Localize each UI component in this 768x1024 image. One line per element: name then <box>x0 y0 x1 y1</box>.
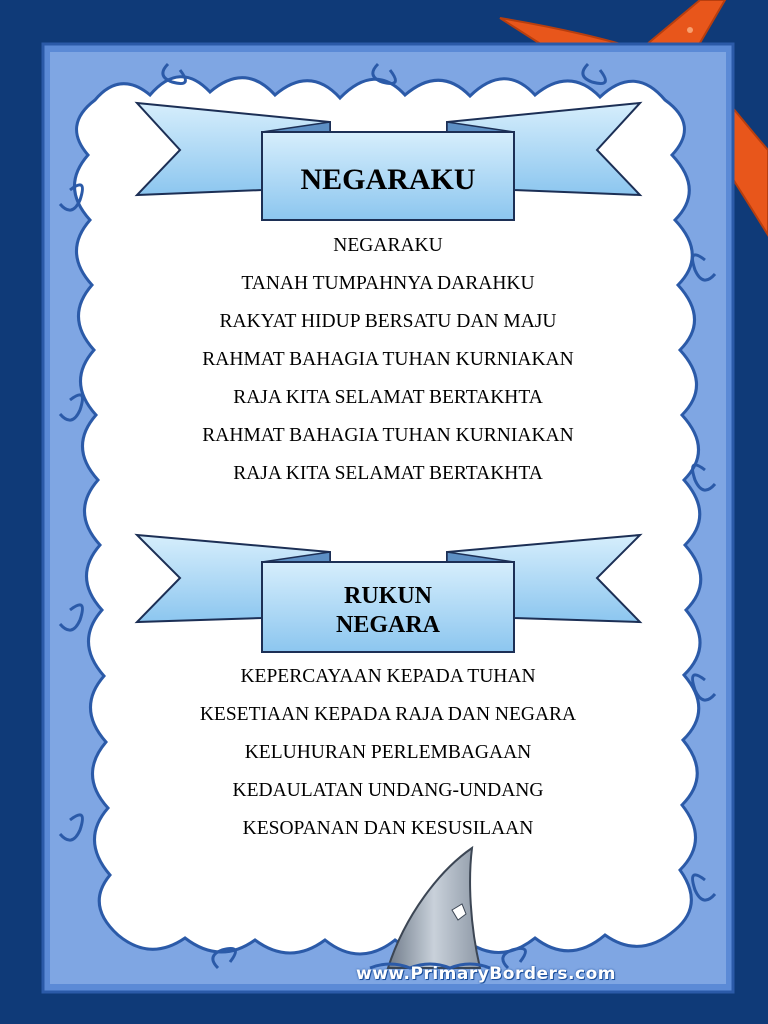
lyric-line: RAHMAT BAHAGIA TUHAN KURNIAKAN <box>202 425 574 446</box>
principle-line: KELUHURAN PERLEMBAGAAN <box>244 742 532 763</box>
anthem-banner-title: NEGARAKU <box>300 163 476 196</box>
principle-line: KEPERCAYAAN KEPADA TUHAN <box>240 666 536 687</box>
rukun-negara-principles <box>100 658 676 848</box>
rukun-negara-banner-title <box>262 582 514 640</box>
lyric-line: TANAH TUMPAHNYA DARAHKU <box>241 273 535 294</box>
banner-title-line: NEGARA <box>335 612 440 638</box>
lyric-line: RAKYAT HIDUP BERSATU DAN MAJU <box>219 311 557 332</box>
lyric-line: NEGARAKU <box>333 235 443 256</box>
principle-line: KESOPANAN DAN KESUSILAAN <box>242 818 534 839</box>
principle-line: KESETIAAN KEPADA RAJA DAN NEGARA <box>199 704 577 725</box>
watermark: www.PrimaryBorders.com <box>356 964 616 984</box>
lyric-line: RAHMAT BAHAGIA TUHAN KURNIAKAN <box>202 349 574 370</box>
lyric-line: RAJA KITA SELAMAT BERTAKHTA <box>233 463 543 484</box>
principle-line: KEDAULATAN UNDANG-UNDANG <box>232 780 544 801</box>
banner-title-line: RUKUN <box>344 583 432 609</box>
anthem-lyrics <box>100 227 676 493</box>
lyric-line: RAJA KITA SELAMAT BERTAKHTA <box>233 387 543 408</box>
